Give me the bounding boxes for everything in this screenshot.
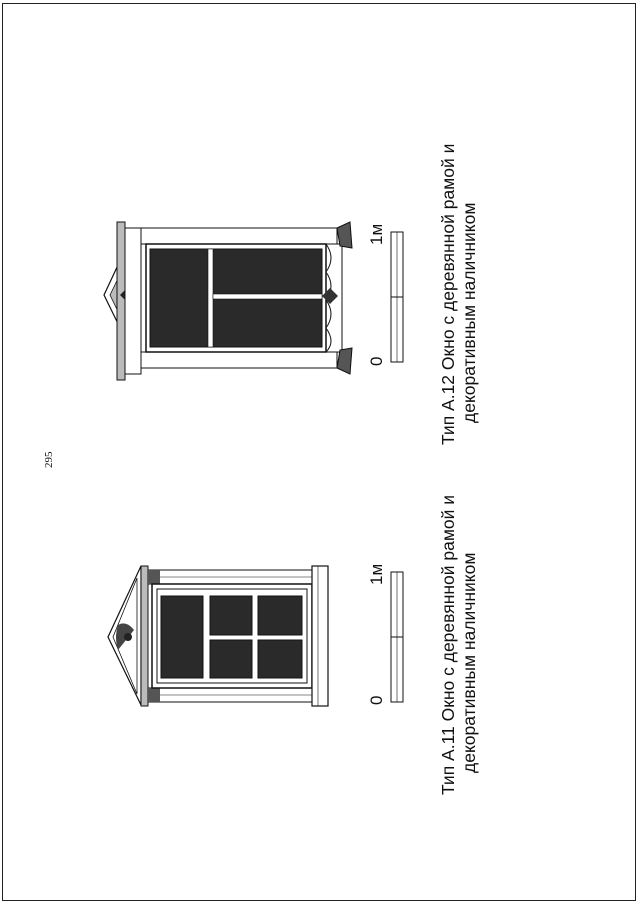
scale-start-label-a11: 0 bbox=[367, 695, 386, 705]
scale-end-label-a11: 1м bbox=[367, 563, 386, 585]
scale-end-label-a12: 1м bbox=[367, 223, 386, 245]
caption-a11-line1: Тип А.11 Окно с деревянной рамой и bbox=[438, 494, 458, 795]
scale-start-label-a12: 0 bbox=[367, 356, 386, 366]
caption-a12-line2: декоративным наличником bbox=[459, 202, 479, 423]
page-number: 295 bbox=[43, 451, 55, 468]
caption-a11-line2: декоративным наличником bbox=[459, 552, 479, 773]
caption-a12-line1: Тип А.12 Окно с деревянной рамой и bbox=[438, 143, 458, 445]
caption-a12 bbox=[438, 144, 480, 445]
